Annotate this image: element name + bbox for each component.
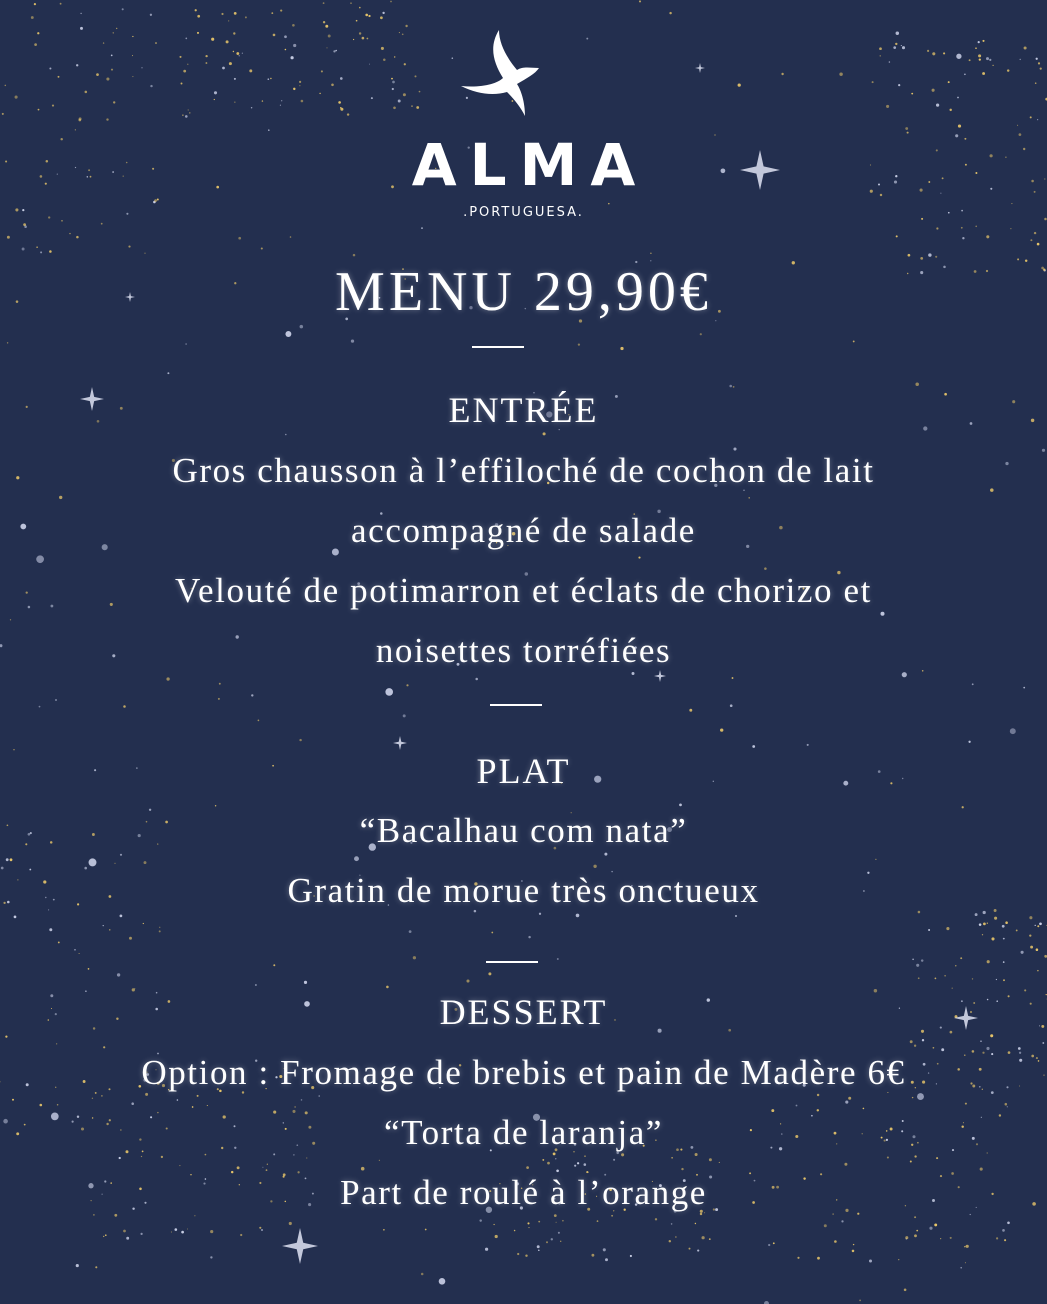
section-heading-entree: ENTRÉE <box>448 390 599 430</box>
entree-line-4: noisettes torréfiées <box>375 631 672 670</box>
section-heading-dessert: DESSERT <box>439 992 608 1032</box>
section-heading-plat: PLAT <box>476 751 571 791</box>
entree-line-2: accompagné de salade <box>351 511 696 550</box>
entree-line-1: Gros chausson à l’effiloché de cochon de lait <box>172 451 875 490</box>
dessert-line-2: “Torta de laranja” <box>384 1113 663 1152</box>
brand-subtitle: .PORTUGUESA. <box>463 205 584 220</box>
dessert-line-1: Option : Fromage de brebis et pain de Madère 6€ <box>141 1053 906 1092</box>
swallow-logo-icon <box>459 28 541 116</box>
plat-line-2: Gratin de morue très onctueux <box>287 871 760 910</box>
menu-title: MENU 29,90€ <box>335 261 712 323</box>
entree-line-3: Velouté de potimarron et éclats de chorizo et <box>175 571 872 610</box>
dessert-line-3: Part de roulé à l’orange <box>340 1173 707 1212</box>
brand-name: ALMA <box>411 131 649 199</box>
divider <box>490 704 542 706</box>
divider <box>472 346 524 348</box>
plat-line-1: “Bacalhau com nata” <box>359 811 688 850</box>
divider <box>486 961 538 963</box>
